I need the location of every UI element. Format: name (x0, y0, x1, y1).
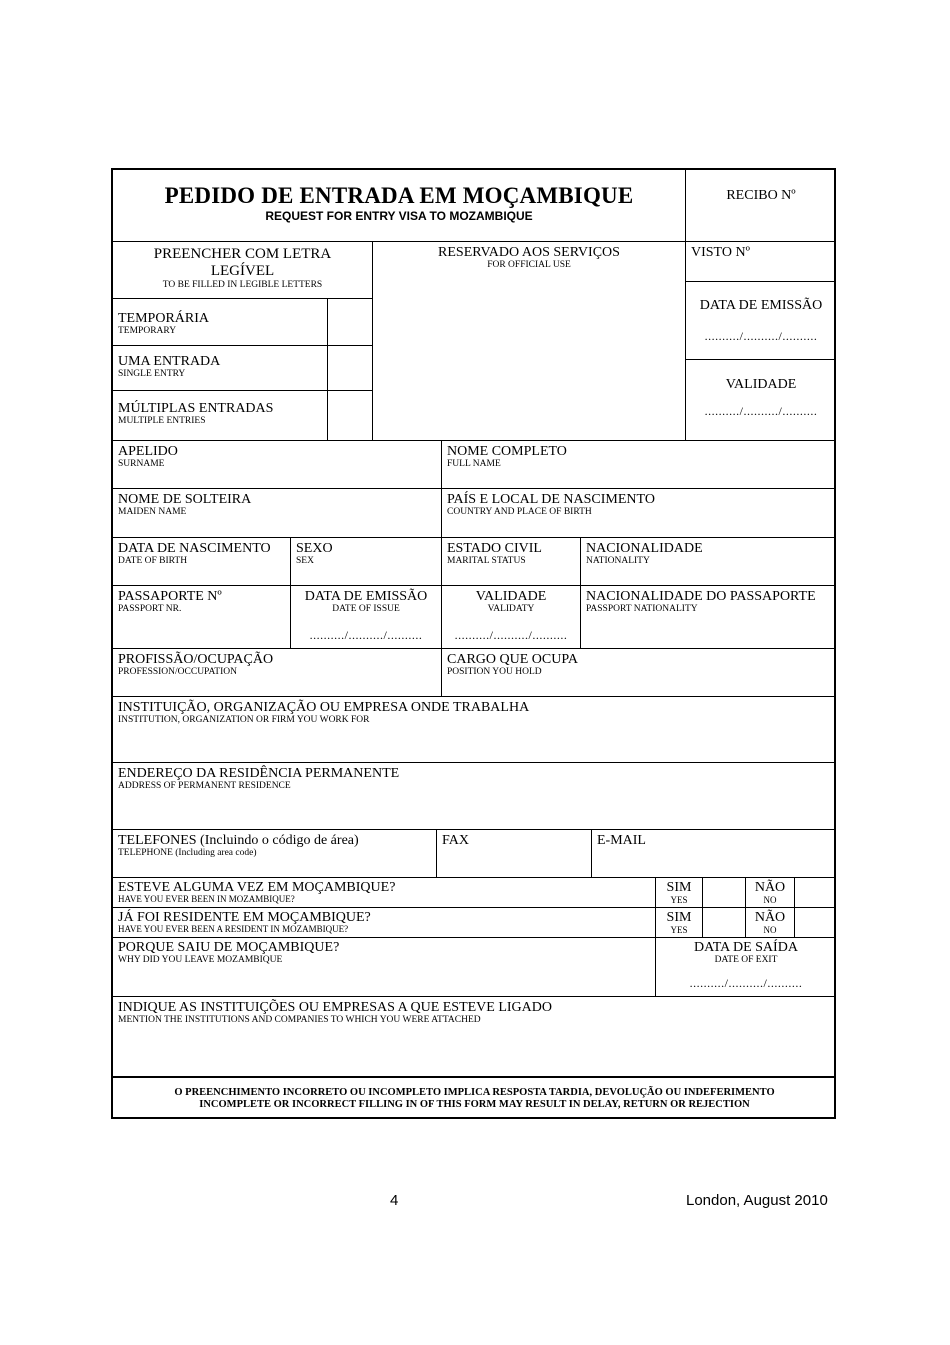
official-use-pt: RESERVADO AOS SERVIÇOS (438, 245, 620, 260)
sex-sublabel: SEX (296, 556, 314, 566)
position-label: CARGO QUE OCUPA (447, 652, 578, 667)
fax-label: FAX (442, 833, 469, 848)
form-subtitle: REQUEST FOR ENTRY VISA TO MOZAMBIQUE (265, 209, 533, 223)
why-left-field[interactable] (113, 938, 656, 997)
passport-validity-placeholder: ........../........../.......... (454, 628, 568, 642)
resident-yes-checkbox[interactable] (702, 908, 746, 938)
visa-type-multiple-pt: MÚLTIPLAS ENTRADAS (118, 401, 274, 416)
telephone-field[interactable] (113, 830, 437, 878)
been-in-mozambique-question (113, 878, 656, 908)
marital-status-field[interactable] (442, 538, 581, 586)
passport-issue-sublabel: DATE OF ISSUE (332, 604, 400, 614)
visa-form (111, 168, 836, 1119)
resident-no-pt: NÃO (754, 910, 786, 925)
birth-date-sublabel: DATE OF BIRTH (118, 556, 188, 566)
visa-number-label: VISTO Nº (691, 245, 750, 260)
been-yes-checkbox[interactable] (702, 878, 746, 908)
birth-date-field[interactable] (113, 538, 291, 586)
resident-mz-label: JÁ FOI RESIDENTE EM MOÇAMBIQUE? (118, 910, 371, 925)
exit-date-label: DATA DE SAÍDA (694, 940, 798, 955)
multiple-entries-checkbox[interactable] (328, 391, 373, 441)
passport-validity-field[interactable] (442, 586, 581, 649)
visa-number-field[interactable] (686, 242, 836, 282)
institutions-attached-sublabel: MENTION THE INSTITUTIONS AND COMPANIES TO WHICH YOU WERE ATTACHED (118, 1015, 481, 1025)
full-name-field[interactable] (442, 441, 836, 489)
marital-status-sublabel: MARITAL STATUS (447, 556, 526, 566)
institution-label: INSTITUIÇÃO, ORGANIZAÇÃO OU EMPRESA ONDE TRABALHA (118, 700, 530, 715)
been-in-mz-label: ESTEVE ALGUMA VEZ EM MOÇAMBIQUE? (118, 880, 396, 895)
form-title: PEDIDO DE ENTRADA EM MOÇAMBIQUE (164, 183, 634, 208)
been-no-pt: NÃO (754, 880, 786, 895)
maiden-name-field[interactable] (113, 489, 442, 538)
birth-place-sublabel: COUNTRY AND PLACE OF BIRTH (447, 507, 592, 517)
exit-date-sublabel: DATE OF EXIT (714, 955, 778, 965)
resident-no-checkbox[interactable] (795, 908, 836, 938)
maiden-name-sublabel: MAIDEN NAME (118, 507, 187, 517)
exit-date-placeholder: ........../........../.......... (689, 976, 803, 990)
fill-instruction (113, 242, 373, 298)
telephone-sublabel: TELEPHONE (Including area code) (118, 848, 257, 858)
sex-label: SEXO (296, 541, 333, 556)
why-left-sublabel: WHY DID YOU LEAVE MOZAMBIQUE (118, 955, 283, 965)
nationality-field[interactable] (581, 538, 836, 586)
visa-type-single-en: SINGLE ENTRY (118, 369, 186, 379)
institution-sublabel: INSTITUTION, ORGANIZATION OR FIRM YOU WORK FOR (118, 715, 370, 725)
passport-nationality-field[interactable] (581, 586, 836, 649)
sex-field[interactable] (291, 538, 442, 586)
email-field[interactable] (592, 830, 836, 878)
validity-label: VALIDADE (725, 377, 797, 392)
passport-number-label: PASSAPORTE Nº (118, 589, 222, 604)
visa-type-multiple-entries (113, 391, 328, 441)
telephone-label: TELEFONES (Incluindo o código de área) (118, 833, 359, 848)
visa-type-temporary-en: TEMPORARY (118, 326, 177, 336)
been-yes-pt: SIM (666, 880, 692, 895)
marital-status-label: ESTADO CIVIL (447, 541, 542, 556)
resident-no-label (746, 908, 795, 938)
position-sublabel: POSITION YOU HOLD (447, 667, 542, 677)
exit-date-field[interactable] (656, 938, 836, 997)
birth-place-field[interactable] (442, 489, 836, 538)
official-use-en: FOR OFFICIAL USE (487, 260, 571, 270)
why-left-label: PORQUE SAIU DE MOÇAMBIQUE? (118, 940, 340, 955)
address-label: ENDEREÇO DA RESIDÊNCIA PERMANENTE (118, 766, 400, 781)
passport-number-field[interactable] (113, 586, 291, 649)
address-sublabel: ADDRESS OF PERMANENT RESIDENCE (118, 781, 291, 791)
passport-issue-placeholder: ........../........../.......... (309, 628, 423, 642)
visa-type-single-pt: UMA ENTRADA (118, 354, 221, 369)
surname-field[interactable] (113, 441, 442, 489)
full-name-sublabel: FULL NAME (447, 459, 501, 469)
address-field[interactable] (113, 763, 836, 830)
place-date: London, August 2010 (686, 1192, 828, 1209)
passport-issue-label: DATA DE EMISSÃO (304, 589, 428, 604)
issue-date-placeholder: ........../........../.......... (704, 329, 818, 343)
institutions-attached-label: INDIQUE AS INSTITUIÇÕES OU EMPRESAS A QUE ESTEVE LIGADO (118, 1000, 552, 1015)
resident-yes-en: YES (670, 925, 688, 935)
position-field[interactable] (442, 649, 836, 697)
email-label: E-MAIL (597, 833, 646, 848)
form-header (113, 170, 686, 242)
been-in-mz-sublabel: HAVE YOU EVER BEEN IN MOZAMBIQUE? (118, 894, 295, 904)
passport-number-sublabel: PASSPORT NR. (118, 604, 182, 614)
been-yes-label (656, 878, 702, 908)
validity-field[interactable] (686, 360, 836, 441)
issue-date-field[interactable] (686, 282, 836, 360)
issue-date-label: DATA DE EMISSÃO (699, 298, 823, 313)
passport-issue-date-field[interactable] (291, 586, 442, 649)
birth-place-label: PAÍS E LOCAL DE NASCIMENTO (447, 492, 655, 507)
visa-type-temporary (113, 298, 328, 346)
nationality-label: NACIONALIDADE (586, 541, 703, 556)
been-no-en: NO (763, 895, 777, 905)
warning-en: INCOMPLETE OR INCORRECT FILLING IN OF THIS FORM MAY RESULT IN DELAY, RETURN OR REJECTION (199, 1099, 750, 1110)
form-warning (113, 1077, 836, 1119)
institution-field[interactable] (113, 697, 836, 763)
receipt-number-field[interactable] (686, 170, 836, 242)
passport-nationality-label: NACIONALIDADE DO PASSAPORTE (586, 589, 816, 604)
validity-placeholder: ........../........../.......... (704, 404, 818, 418)
fill-instruction-en: TO BE FILLED IN LEGIBLE LETTERS (162, 280, 323, 290)
surname-sublabel: SURNAME (118, 459, 165, 469)
been-no-checkbox[interactable] (795, 878, 836, 908)
profession-field[interactable] (113, 649, 442, 697)
temporary-checkbox[interactable] (328, 298, 373, 346)
visa-type-single-entry (113, 346, 328, 391)
resident-no-en: NO (763, 925, 777, 935)
resident-yes-label (656, 908, 702, 938)
receipt-label: RECIBO Nº (726, 188, 796, 203)
resident-mz-sublabel: HAVE YOU EVER BEEN A RESIDENT IN MOZAMBIQUE? (118, 924, 349, 934)
fill-instruction-pt: PREENCHER COM LETRA LEGÍVEL (153, 246, 332, 279)
resident-yes-pt: SIM (666, 910, 692, 925)
institutions-attached-field[interactable] (113, 997, 836, 1077)
nationality-sublabel: NATIONALITY (586, 556, 650, 566)
surname-label: APELIDO (118, 444, 178, 459)
profession-sublabel: PROFESSION/OCCUPATION (118, 667, 237, 677)
visa-type-temporary-pt: TEMPORÁRIA (118, 311, 210, 326)
birth-date-label: DATA DE NASCIMENTO (118, 541, 271, 556)
been-no-label (746, 878, 795, 908)
passport-nationality-sublabel: PASSPORT NATIONALITY (586, 604, 698, 614)
been-yes-en: YES (670, 895, 688, 905)
passport-validity-label: VALIDADE (475, 589, 547, 604)
fax-field[interactable] (437, 830, 592, 878)
full-name-label: NOME COMPLETO (447, 444, 567, 459)
page-number: 4 (390, 1192, 399, 1209)
single-entry-checkbox[interactable] (328, 346, 373, 391)
resident-mozambique-question (113, 908, 656, 938)
visa-type-multiple-en: MULTIPLE ENTRIES (118, 416, 206, 426)
passport-validity-sublabel: VALIDATY (487, 604, 535, 614)
profession-label: PROFISSÃO/OCUPAÇÃO (118, 652, 274, 667)
maiden-name-label: NOME DE SOLTEIRA (118, 492, 252, 507)
official-use-area (373, 242, 686, 441)
warning-pt: O PREENCHIMENTO INCORRETO OU INCOMPLETO IMPLICA RESPOSTA TARDIA, DEVOLUÇÃO OU INDEFERIMENTO (174, 1087, 775, 1098)
